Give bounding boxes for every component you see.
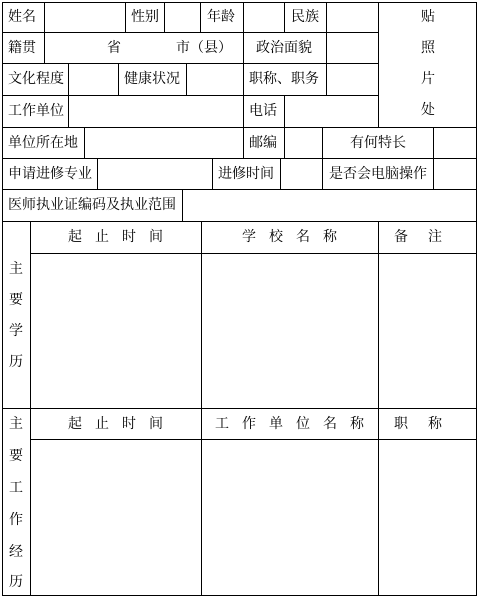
grid-line — [44, 2, 45, 33]
study-time-label: 进修时间 — [218, 166, 274, 182]
political-status-label: 政治面貌 — [256, 40, 312, 56]
grid-line — [30, 221, 31, 596]
work-col-title: 职称 — [394, 416, 462, 432]
education-col-note: 备注 — [394, 229, 462, 245]
grid-line — [378, 221, 379, 596]
grid-line — [30, 439, 477, 440]
age-label: 年龄 — [207, 9, 235, 25]
license-label: 医师执业证编码及执业范围 — [8, 197, 176, 213]
work-side-char: 要 — [9, 448, 23, 464]
grid-line — [2, 408, 477, 409]
education-side-char: 主 — [9, 261, 23, 277]
work-col-unit: 工作单位名称 — [215, 416, 377, 432]
grid-line — [243, 95, 244, 128]
photo-label-3: 片 — [421, 71, 435, 87]
photo-label-4: 处 — [421, 102, 435, 118]
grid-line — [68, 95, 69, 128]
grid-line — [30, 253, 477, 254]
grid-line — [284, 95, 285, 128]
grid-line — [84, 127, 85, 159]
grid-line — [118, 63, 119, 96]
work-side-char: 主 — [9, 416, 23, 432]
grid-line — [243, 2, 244, 33]
study-major-label: 申请进修专业 — [8, 166, 92, 182]
city-label: 市（县） — [176, 40, 232, 56]
grid-line — [433, 127, 434, 159]
grid-line — [186, 63, 187, 96]
computer-skill-label: 是否会电脑操作 — [329, 166, 427, 182]
unit-location-label: 单位所在地 — [8, 135, 78, 151]
grid-line — [322, 158, 323, 190]
grid-line — [433, 158, 434, 190]
gender-label: 性别 — [131, 9, 159, 25]
grid-line — [243, 63, 244, 96]
health-status-label: 健康状况 — [124, 71, 180, 87]
work-side-char: 经 — [9, 544, 23, 560]
grid-line — [378, 2, 379, 128]
grid-line — [68, 63, 69, 96]
grid-line — [284, 2, 285, 33]
education-col-period: 起止时间 — [68, 229, 176, 245]
grid-line — [476, 2, 477, 596]
education-side-char: 历 — [9, 354, 23, 370]
education-side-char: 要 — [9, 292, 23, 308]
photo-label-2: 照 — [421, 40, 435, 56]
grid-line — [97, 158, 98, 190]
title-duty-label: 职称、职务 — [249, 71, 319, 87]
education-col-school: 学校名称 — [242, 229, 350, 245]
education-level-label: 文化程度 — [8, 71, 64, 87]
province-label: 省 — [107, 40, 121, 56]
grid-line — [280, 158, 281, 190]
phone-label: 电话 — [249, 103, 277, 119]
name-label: 姓名 — [8, 9, 36, 25]
grid-line — [44, 32, 45, 64]
native-place-label: 籍贯 — [8, 40, 36, 56]
grid-line — [2, 32, 378, 33]
grid-line — [2, 63, 378, 64]
grid-line — [243, 127, 244, 159]
grid-line — [2, 158, 477, 159]
grid-line — [243, 32, 244, 64]
grid-line — [326, 32, 327, 64]
ethnicity-label: 民族 — [291, 9, 319, 25]
grid-line — [182, 189, 183, 222]
grid-line — [326, 2, 327, 33]
work-col-period: 起止时间 — [68, 416, 176, 432]
grid-line — [2, 221, 477, 222]
work-side-char: 历 — [9, 574, 23, 590]
grid-line — [2, 95, 378, 96]
work-side-char: 作 — [9, 512, 23, 528]
grid-line — [164, 2, 165, 33]
work-unit-label: 工作单位 — [8, 103, 64, 119]
grid-line — [200, 2, 201, 33]
grid-line — [201, 221, 202, 596]
grid-line — [2, 2, 3, 596]
photo-label-1: 贴 — [421, 9, 435, 25]
grid-line — [2, 2, 477, 3]
grid-line — [284, 127, 285, 159]
postcode-label: 邮编 — [249, 135, 277, 151]
grid-line — [2, 127, 477, 128]
work-side-char: 工 — [9, 480, 23, 496]
education-side-char: 学 — [9, 323, 23, 339]
grid-line — [2, 189, 477, 190]
grid-line — [322, 127, 323, 159]
grid-line — [326, 63, 327, 96]
grid-line — [125, 2, 126, 33]
grid-line — [2, 595, 477, 596]
specialty-label: 有何特长 — [350, 135, 406, 151]
grid-line — [212, 158, 213, 190]
